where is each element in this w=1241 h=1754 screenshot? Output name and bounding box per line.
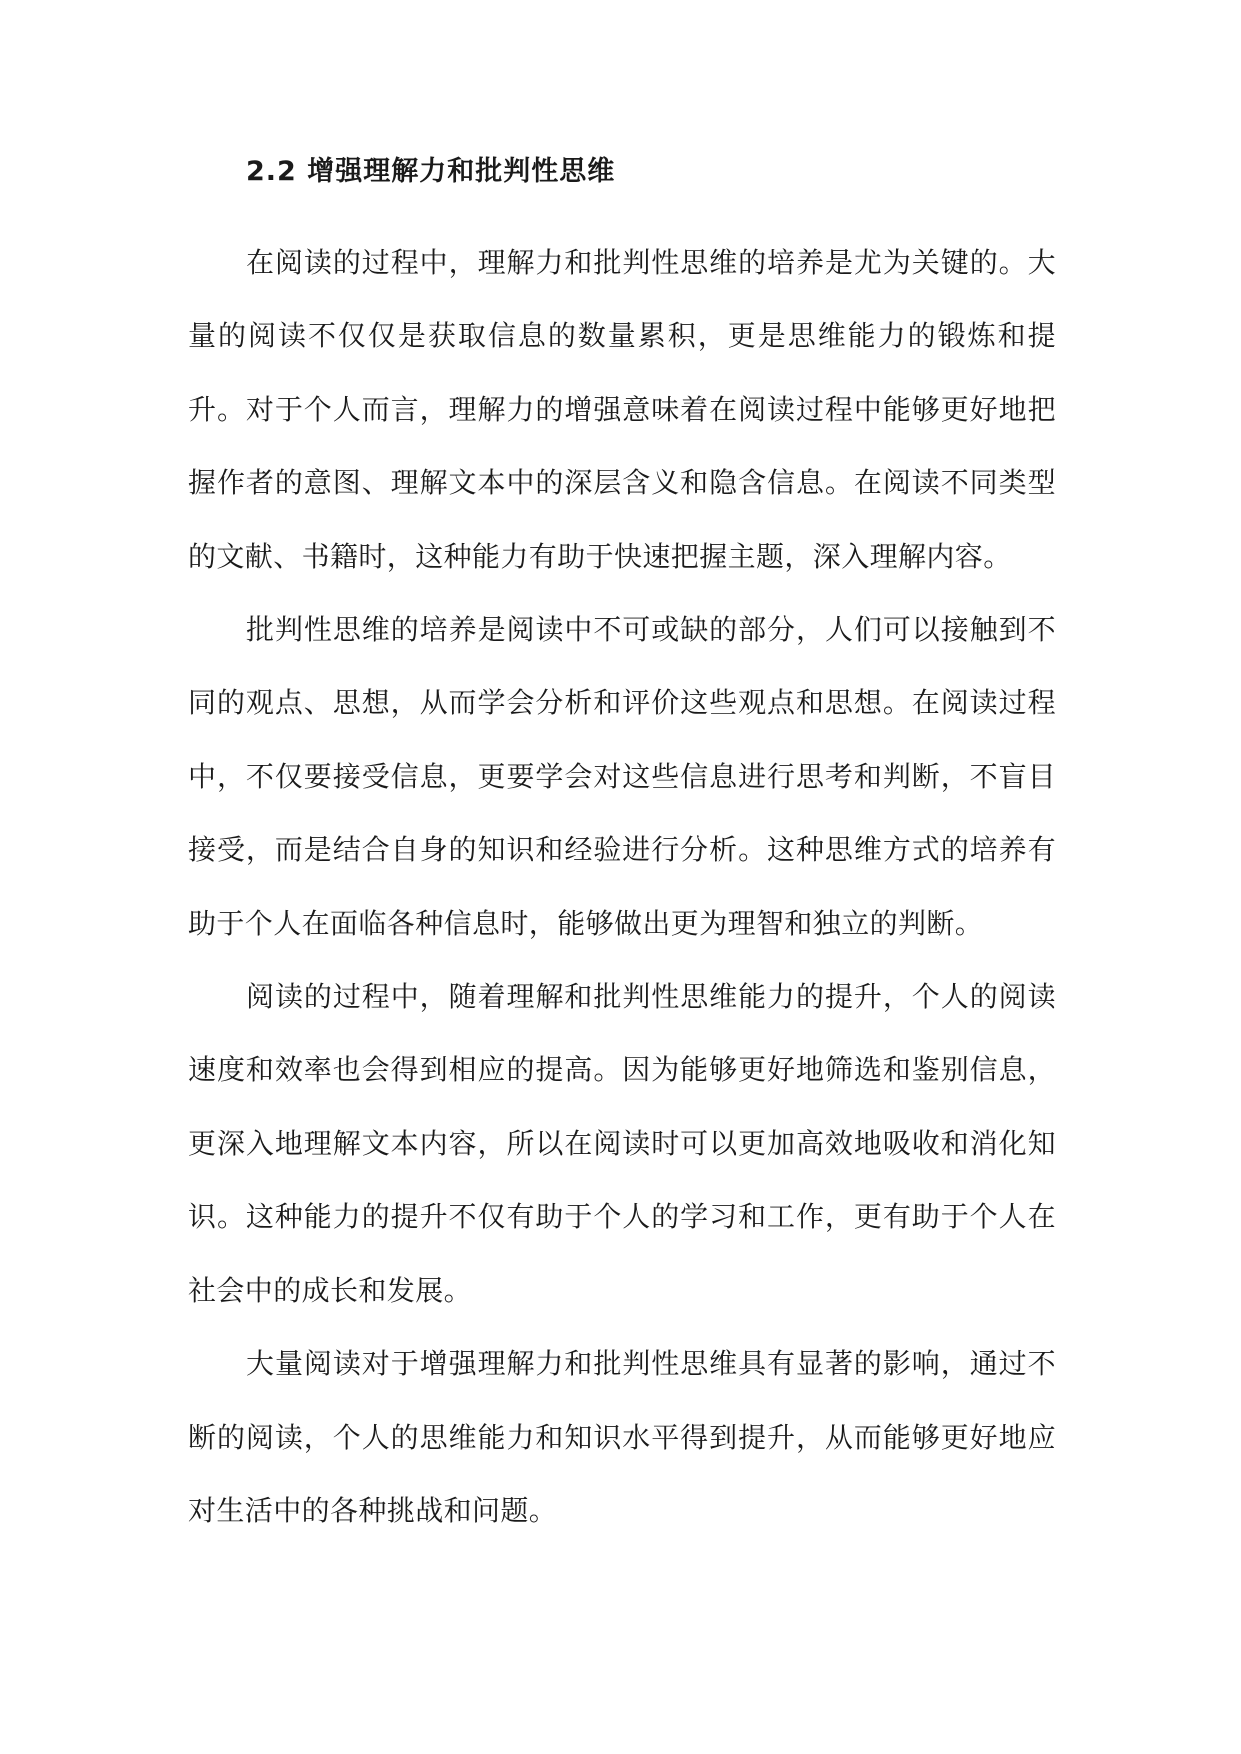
paragraph-conclusion: 大量阅读对于增强理解力和批判性思维具有显著的影响，通过不断的阅读，个人的思维能力和知识水平得到提升，从而能够更好地应对生活中的各种挑战和问题。	[188, 1347, 1056, 1527]
paragraph-critical-thinking: 批判性思维的培养是阅读中不可或缺的部分，人们可以接触到不同的观点、思想，从而学会分析和评价这些观点和思想。在阅读过程中，不仅要接受信息，更要学会对这些信息进行思考和判断，不盲目接受，而是结合自身的知识和经验进行分析。这种思维方式的培养有助于个人在面临各种信息时，能够做出更为理智和独立的判断。	[188, 613, 1056, 940]
paragraph-reading-efficiency: 阅读的过程中，随着理解和批判性思维能力的提升，个人的阅读速度和效率也会得到相应的提高。因为能够更好地筛选和鉴别信息，更深入地理解文本内容，所以在阅读时可以更加高效地吸收和消化知识。这种能力的提升不仅有助于个人的学习和工作，更有助于个人在社会中的成长和发展。	[188, 980, 1056, 1307]
document-body	[188, 150, 1056, 1547]
section-heading: 2.2 增强理解力和批判性思维	[246, 156, 616, 187]
paragraph-comprehension: 在阅读的过程中，理解力和批判性思维的培养是尤为关键的。大量的阅读不仅仅是获取信息的数量累积，更是思维能力的锻炼和提升。对于个人而言，理解力的增强意味着在阅读过程中能够更好地把握作者的意图、理解文本中的深层含义和隐含信息。在阅读不同类型的文献、书籍时，这种能力有助于快速把握主题，深入理解内容。	[188, 246, 1056, 573]
